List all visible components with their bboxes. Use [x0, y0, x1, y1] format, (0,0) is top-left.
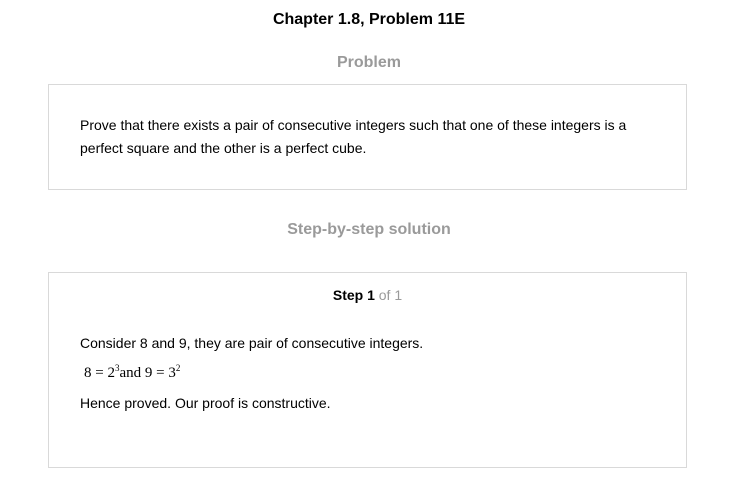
problem-heading: Problem	[336, 54, 401, 71]
step-number: Step 1	[332, 287, 375, 303]
equation-exponent-3: 3	[114, 363, 120, 373]
equation-exponent-2: 2	[175, 363, 181, 373]
equation-part-middle: and 9 = 3	[119, 365, 176, 381]
chapter-title: Chapter 1.8, Problem 11E	[272, 11, 466, 28]
step-indicator	[49, 287, 686, 303]
solution-equation	[84, 365, 180, 382]
solution-line-consider: Consider 8 and 9, they are pair of consecutive integers.	[80, 335, 424, 351]
solution-heading: Step-by-step solution	[287, 221, 451, 238]
equation-part-lhs: 8 = 2	[84, 365, 115, 381]
problem-text: Prove that there exists a pair of consecutive integers such that one of these integers is a perfect square and the other is a perfect cube.	[80, 117, 627, 156]
solution-line-conclusion: Hence proved. Our proof is constructive.	[80, 395, 331, 411]
step-total: of 1	[378, 287, 403, 303]
solution-box	[48, 272, 687, 468]
problem-box	[48, 84, 687, 190]
